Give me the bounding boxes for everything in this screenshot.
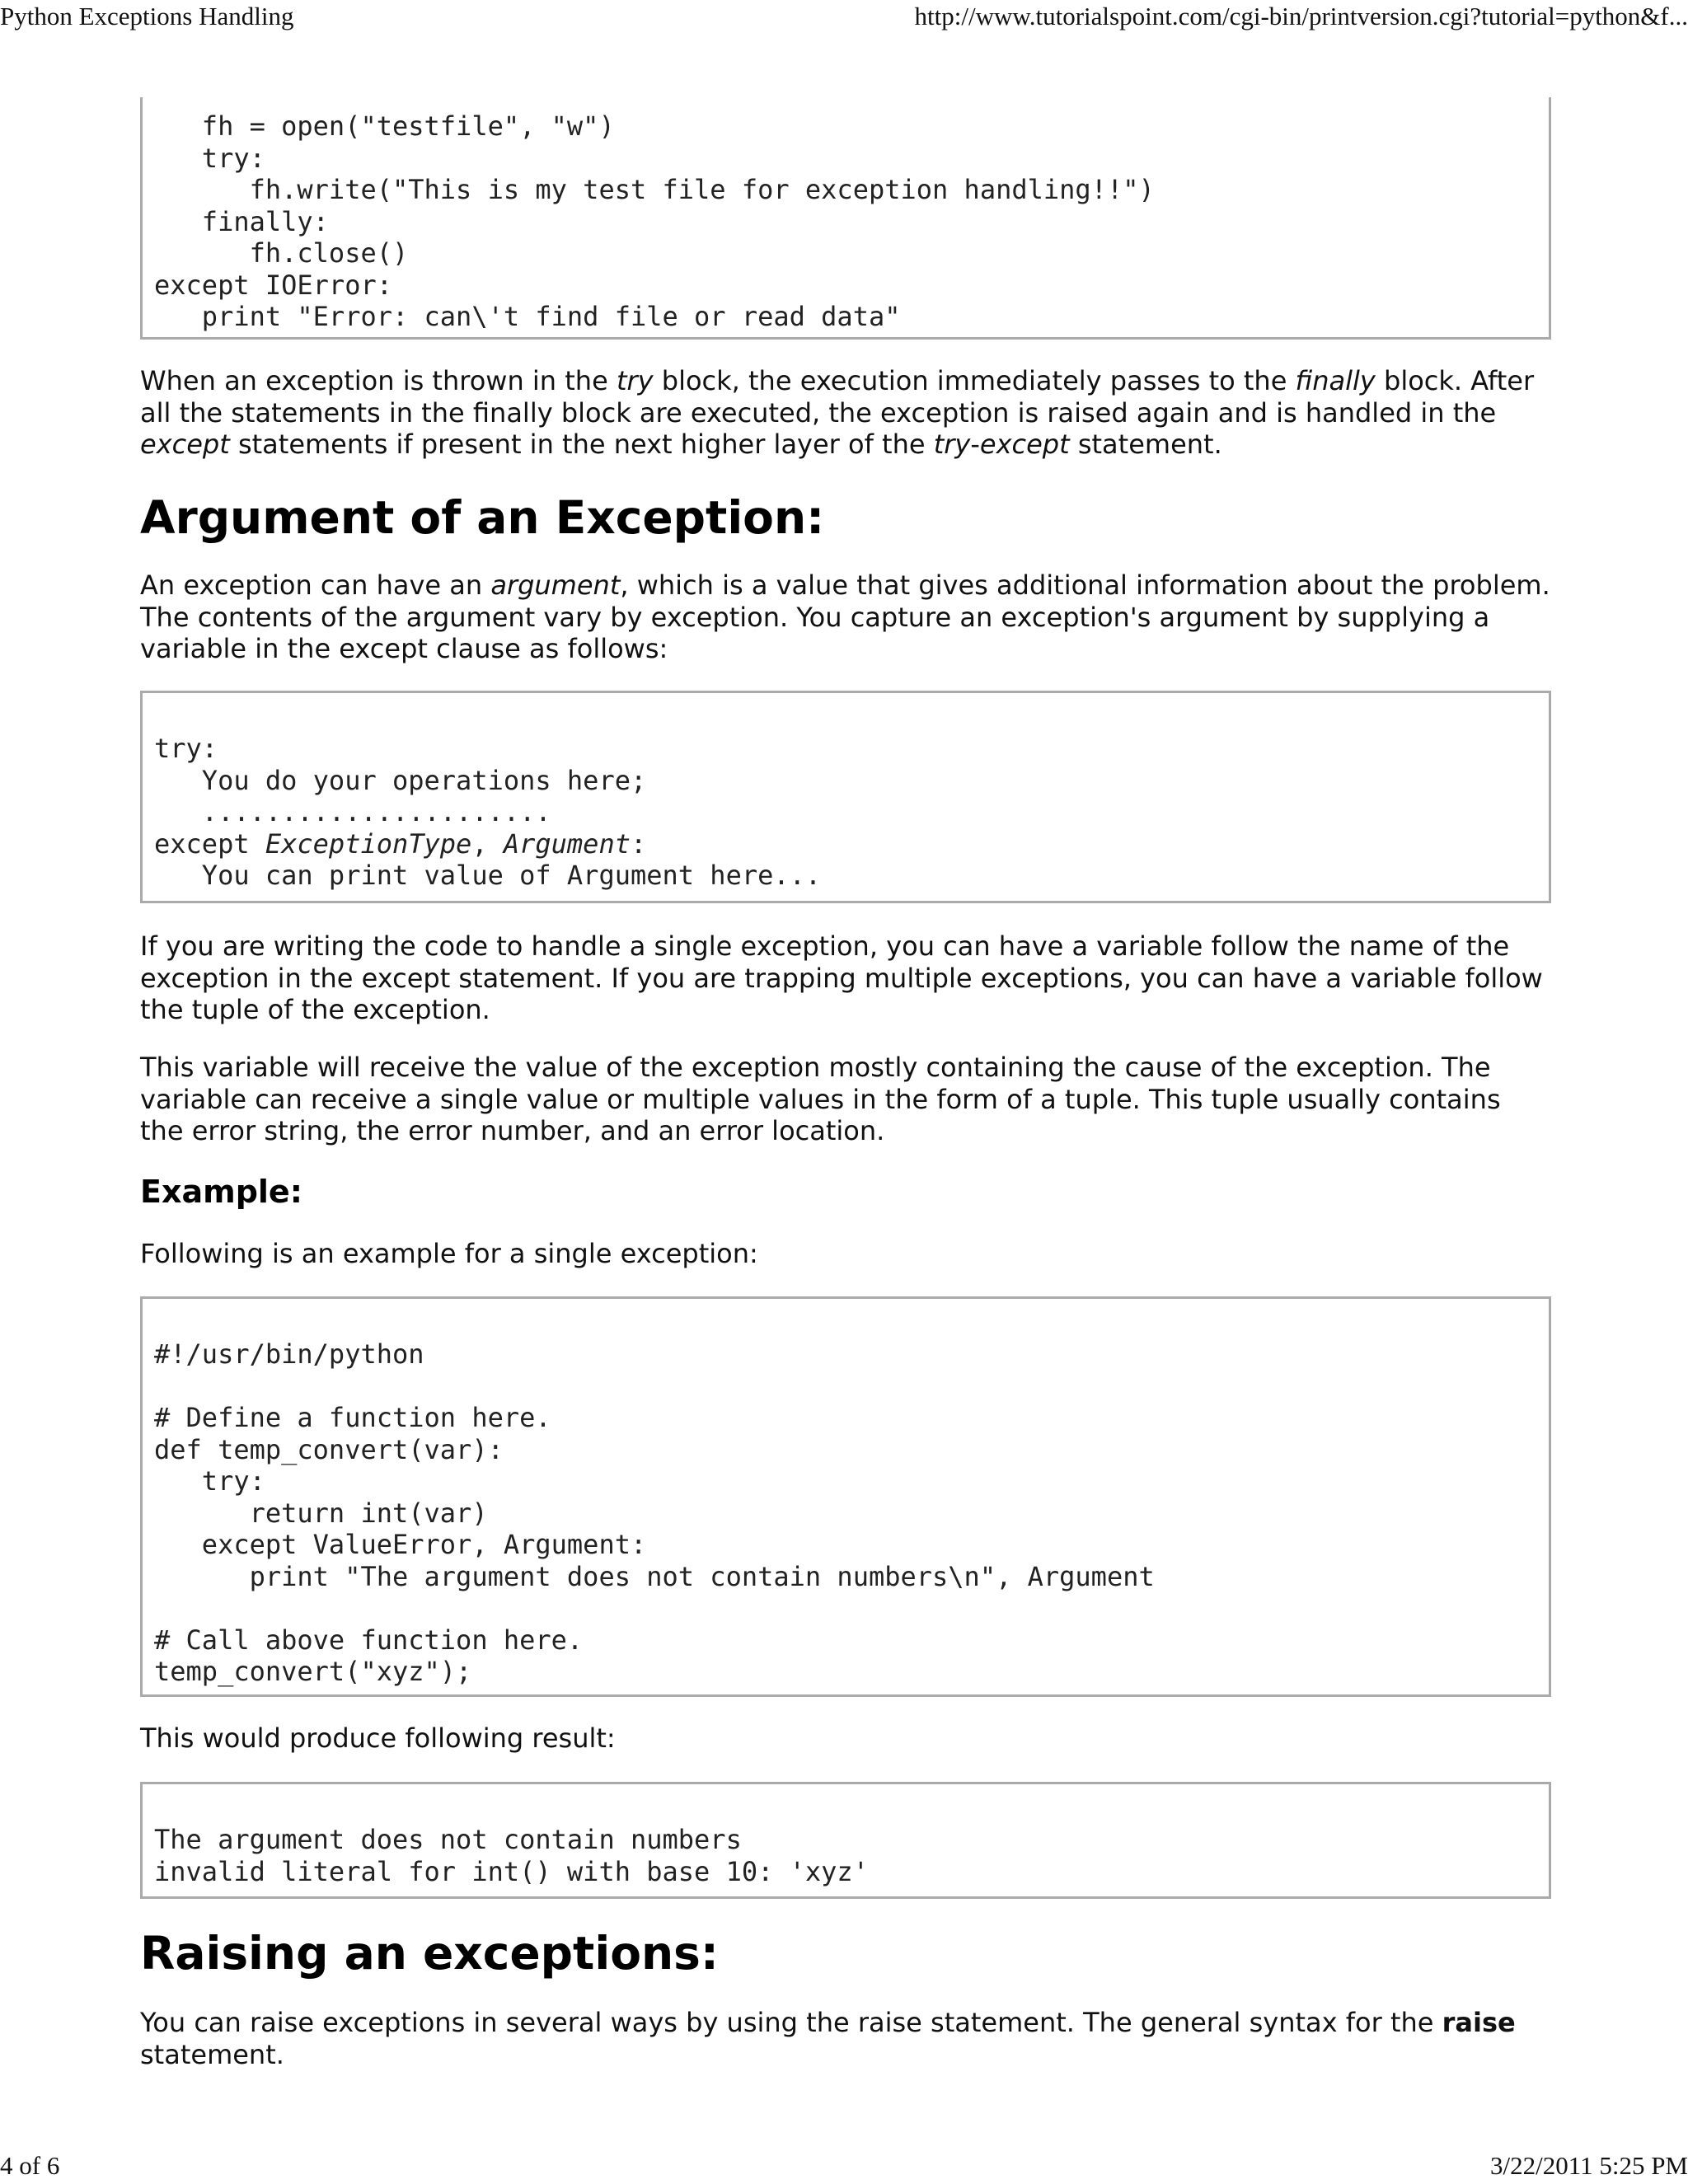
paragraph-variable-value: This variable will receive the value of the exception mostly containing the cause of the exception. The variable can receive a single value or multiple values in the form of a tuple. This tuple usually contains the error string, the error number, and an error location.: [140, 1052, 1501, 1146]
paragraph-single-exception: If you are writing the code to handle a single exception, you can have a variable follow the name of the exception in the except statement. If you are trapping multiple exceptions, you can have a variable follow the tuple of the exception.: [140, 930, 1543, 1025]
code-line: except IOError:: [154, 269, 392, 301]
page-number: 4 of 6: [0, 2151, 60, 2180]
code-line: finally:: [154, 205, 329, 237]
paragraph-finally-explanation: When an exception is thrown in the try block, the execution immediately passes to the finally block. After all the statements in the finally block are executed, the exception is raised again and is handled in the except statements if present in the next higher layer of the try-except statement.: [140, 365, 1535, 460]
page-title: Python Exceptions Handling: [0, 2, 294, 30]
code-line: The argument does not contain numbers: [154, 1824, 742, 1855]
code-block-temp-convert: [140, 1296, 1551, 1697]
paragraph-argument-intro: An exception can have an argument, which is a value that gives additional information about the problem. The contents of the argument vary by exception. You capture an exception's argument by supplying a variable in the except clause as follows:: [140, 569, 1550, 664]
code-line: print "Error: can\'t find file or read data": [154, 301, 901, 332]
code-line: fh.write("This is my test file for exception handling!!"): [154, 174, 1155, 205]
code-line: def temp_convert(var):: [154, 1433, 504, 1465]
code-block-output: [140, 1782, 1551, 1899]
code-line: except ValueError, Argument:: [154, 1529, 647, 1560]
code-line: [154, 1371, 1549, 1403]
code-line: [154, 1592, 1549, 1624]
print-header: [0, 0, 1688, 38]
code-line: print "The argument does not contain numbers\n", Argument: [154, 1560, 1155, 1592]
code-block-except-syntax: [140, 691, 1551, 903]
code-line: #!/usr/bin/python: [154, 1338, 424, 1370]
code-line: # Call above function here.: [154, 1624, 584, 1656]
code-line: except ExceptionType, Argument:: [154, 827, 647, 860]
paragraph-result-intro: This would produce following result:: [140, 1722, 616, 1754]
code-line: # Define a function here.: [154, 1402, 551, 1433]
print-datetime: 3/22/2011 5:25 PM: [1490, 2151, 1688, 2180]
code-block-file-handling: [140, 97, 1551, 340]
paragraph-raise-intro: You can raise exceptions in several ways by using the raise statement. The general syntax for the raise statement.: [140, 2007, 1516, 2070]
paragraph-example-intro: Following is an example for a single exception:: [140, 1238, 758, 1269]
code-line: fh.close(): [154, 237, 409, 269]
code-line: invalid literal for int() with base 10: 'xyz': [154, 1855, 869, 1887]
code-line: try:: [154, 142, 265, 174]
code-line: try:: [154, 1465, 265, 1497]
print-footer: [0, 2146, 1688, 2184]
page-url[interactable]: http://www.tutorialspoint.com/cgi-bin/printversion.cgi?tutorial=python&f...: [914, 2, 1688, 30]
code-line: ......................: [154, 796, 551, 827]
code-line: try:: [154, 733, 218, 764]
code-line: fh = open("testfile", "w"): [154, 110, 615, 142]
heading-argument-of-exception: Argument of an Exception:: [140, 491, 825, 544]
code-line: return int(var): [154, 1497, 488, 1529]
code-line: temp_convert("xyz");: [154, 1656, 472, 1687]
code-line: You do your operations here;: [154, 764, 647, 796]
heading-raising-exceptions: Raising an exceptions:: [140, 1927, 719, 1980]
code-line: You can print value of Argument here...: [154, 860, 822, 891]
heading-example: Example:: [140, 1174, 302, 1210]
